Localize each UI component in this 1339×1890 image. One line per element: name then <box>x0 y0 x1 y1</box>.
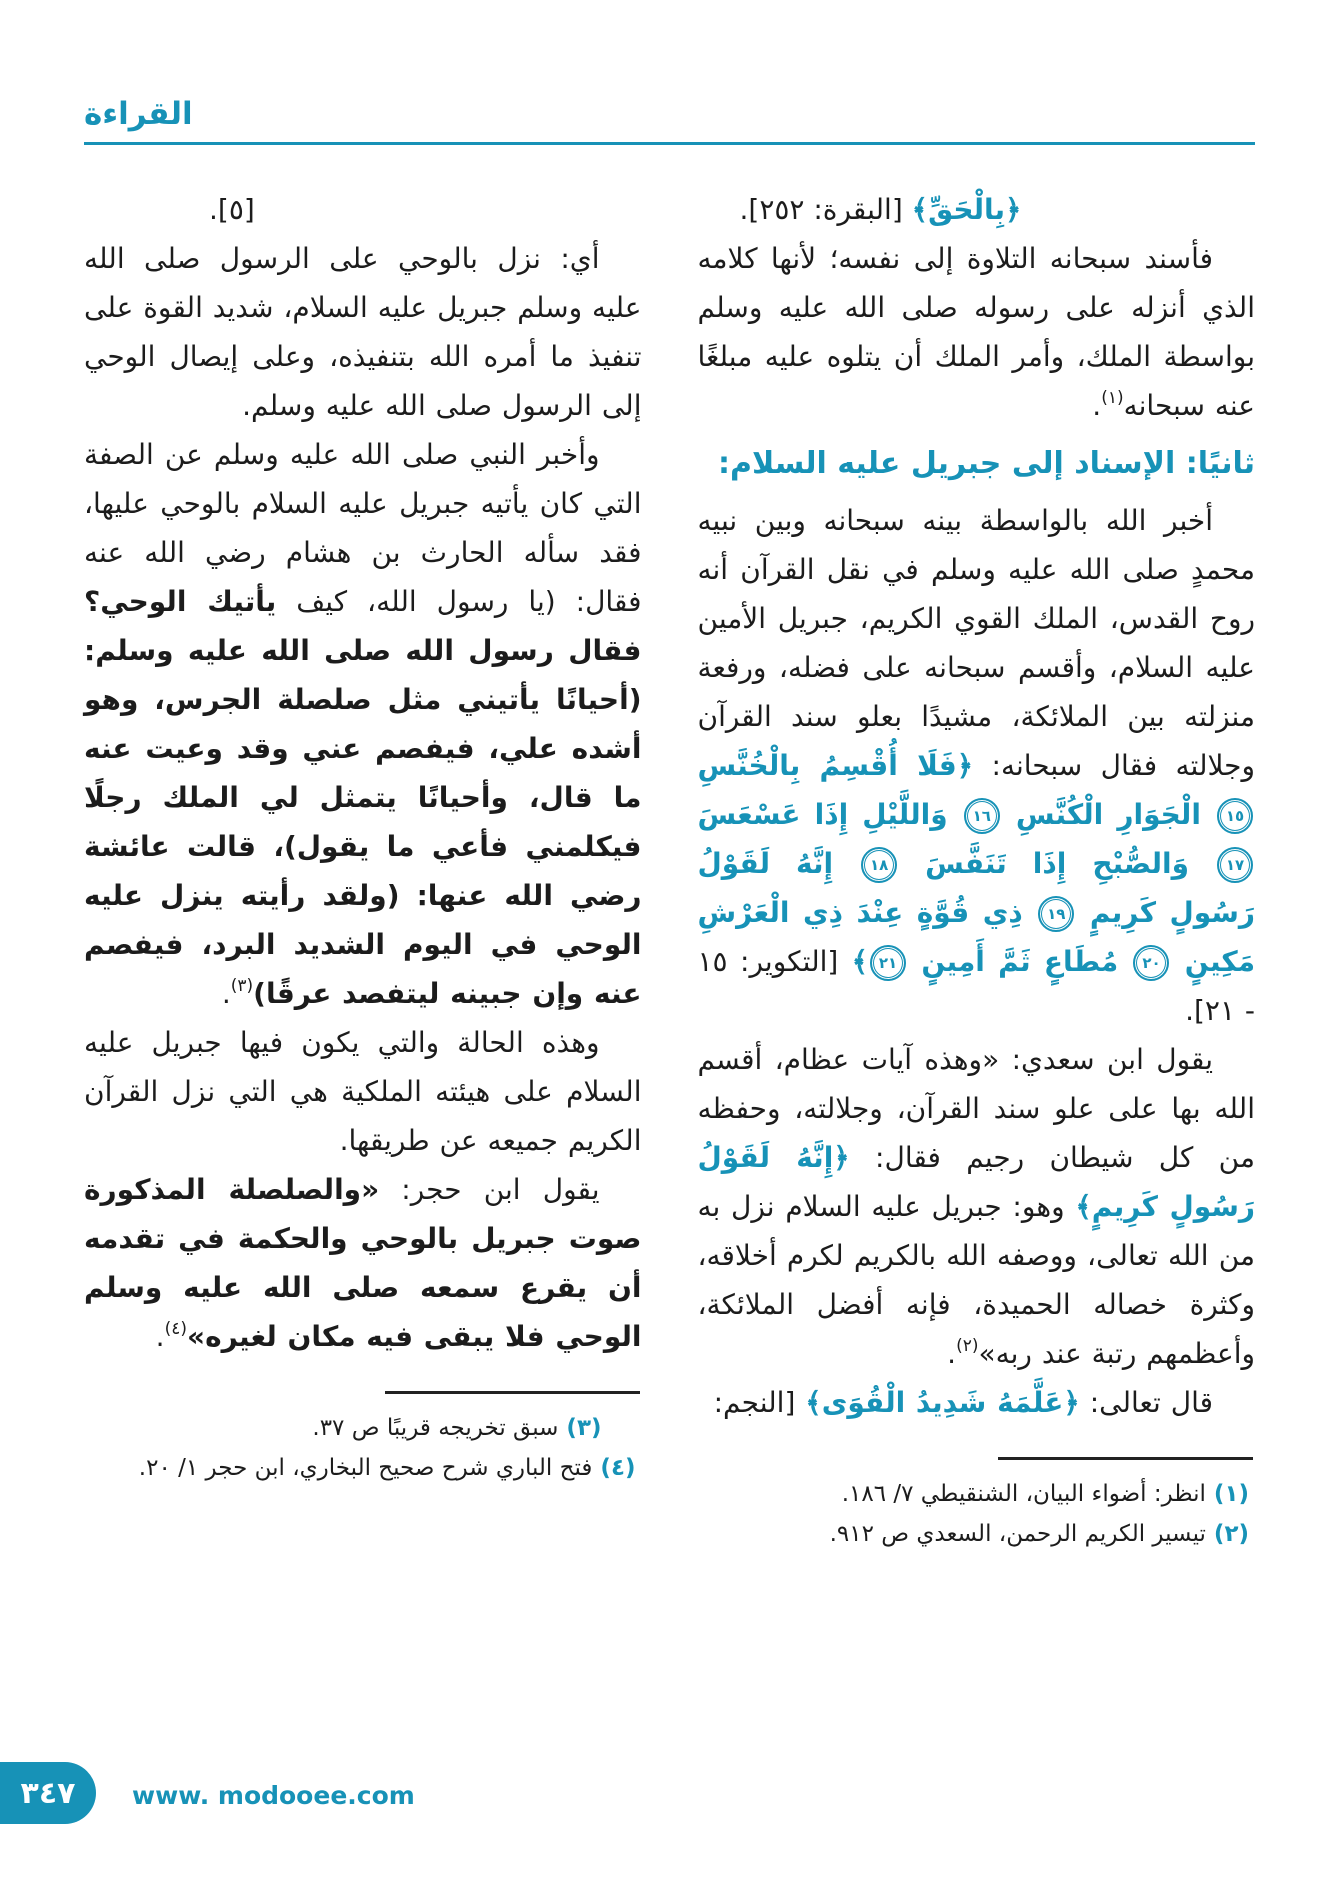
verse-reference: [النجم: <box>713 1386 796 1419</box>
period: . <box>1092 389 1102 422</box>
paragraph-text: أي: نزل بالوحي على الرسول صلى الله عليه وسلم جبريل عليه السلام، شديد القوة على تنفيذ ما أمره الله بتنفيذه، وعلى إيصال الوحي إلى الرسول صلى الله عليه وسلم. <box>84 242 642 422</box>
footnotes-block <box>698 1457 1256 1554</box>
paragraph <box>84 234 642 430</box>
footnotes-block <box>84 1391 642 1488</box>
verse-reference: [٥]. <box>209 193 255 226</box>
paragraph <box>698 496 1256 1035</box>
paragraph <box>698 1378 1256 1427</box>
verse-text: إِنَّهُ لَقَوْلُ رَسُولٍ كَرِيمٍ <box>697 847 1256 929</box>
text-columns <box>0 185 1339 1554</box>
publisher-website: www. modooee.com <box>132 1781 415 1810</box>
paragraph <box>698 1035 1256 1378</box>
page-number: ٣٤٧ <box>20 1775 76 1811</box>
footnote-reference: (٢) <box>956 1335 979 1356</box>
footnote <box>84 1408 642 1448</box>
verse-citation-line <box>84 185 642 234</box>
ayah-number-medallion: ١٩ <box>1038 896 1074 932</box>
footnote-text: انظر: أضواء البيان، الشنقيطي ٧/ ١٨٦. <box>841 1481 1206 1507</box>
verse-text: وَالصُّبْحِ إِذَا تَنَفَّسَ <box>925 847 1190 880</box>
ayah-number-medallion: ٢١ <box>870 945 906 981</box>
verse-text: الْجَوَارِ الْكُنَّسِ <box>1015 798 1201 831</box>
page-header <box>0 0 1339 145</box>
footnote-number: (٣) <box>566 1415 602 1441</box>
verse-citation-line <box>698 185 1256 234</box>
left-column <box>84 185 642 1488</box>
verse-text: مُطَاعٍ ثَمَّ أَمِينٍ <box>921 945 1119 978</box>
ayah-number-medallion: ١٧ <box>1217 847 1253 883</box>
paragraph <box>698 234 1256 430</box>
footnote <box>84 1448 642 1488</box>
footnote-number: (٤) <box>600 1455 636 1481</box>
footnote <box>698 1474 1256 1514</box>
paragraph-text: يقول ابن سعدي: «وهذه آيات عظام، أقسم الله بها على علو سند القرآن، وجلالته، وحفظه من كل شيطان رجيم فقال: <box>697 1043 1255 1174</box>
paragraph <box>84 1165 642 1361</box>
ayah-number-medallion: ١٨ <box>861 847 897 883</box>
paragraph-text: وهذه الحالة والتي يكون فيها جبريل عليه السلام على هيئته الملكية هي التي نزل القرآن الكريم جميعه عن طريقها. <box>84 1026 642 1157</box>
quran-quote: ﴿إِنَّهُ لَقَوْلُ رَسُولٍ كَرِيمٍ﴾ <box>697 1141 1255 1223</box>
footnote-reference: (١) <box>1101 387 1124 408</box>
period: . <box>947 1337 957 1370</box>
paragraph-text: وأخبر النبي صلى الله عليه وسلم عن الصفة التي كان يأتيه جبريل عليه السلام بالوحي عليها، فقد سأله الحارث بن هشام رضي الله عنه فقال: (يا رسول الله، كيف <box>84 438 642 618</box>
section-heading: ثانيًا: الإسناد إلى جبريل عليه السلام: <box>717 446 1255 481</box>
period: . <box>155 1320 165 1353</box>
ayah-number-medallion: ١٦ <box>964 798 1000 834</box>
verse-text: فَلَا أُقْسِمُ بِالْخُنَّسِ <box>697 749 957 782</box>
footnote-number: (١) <box>1213 1481 1249 1507</box>
ornate-close-bracket: ﴾ <box>851 945 869 978</box>
paragraph-text: يقول ابن حجر: <box>401 1173 600 1206</box>
quran-verse <box>698 749 1256 978</box>
scholar-quote: «والصلصلة المذكورة صوت جبريل بالوحي والحكمة في تقدمه أن يقرع سمعه صلى الله عليه وسلم الوحي فلا يبقى فيه مكان لغيره» <box>84 1173 642 1353</box>
ayah-number-medallion: ١٥ <box>1217 798 1253 834</box>
header-divider-line <box>84 142 1255 145</box>
footnote-separator <box>385 1391 640 1394</box>
footnote-reference: (٣) <box>230 975 254 996</box>
footnote-separator <box>998 1457 1253 1460</box>
paragraph-text: قال تعالى: <box>1089 1386 1213 1419</box>
page-number-tab <box>0 1762 96 1824</box>
footnote-number: (٢) <box>1213 1521 1249 1547</box>
verse-reference: [التكوير: ١٥ - ٢١]. <box>697 945 1255 1027</box>
ayah-number-medallion: ٢٠ <box>1133 945 1169 981</box>
paragraph-text: وهو: جبريل عليه السلام نزل به من الله تعالى، ووصفه الله بالكريم لكرم أخلاقه، وكثرة خصاله الحميدة، فإنه أفضل الملائكة، وأعظمهم رتبة عند ربه» <box>697 1190 1255 1370</box>
verse-text: وَاللَّيْلِ إِذَا عَسْعَسَ <box>697 798 948 831</box>
footnote-text: سبق تخريجه قريبًا ص ٣٧. <box>312 1415 559 1441</box>
verse-text: ذِي قُوَّةٍ عِنْدَ ذِي الْعَرْشِ مَكِينٍ <box>697 896 1256 978</box>
period: . <box>221 977 231 1010</box>
paragraph <box>84 430 642 1018</box>
footnote-text: فتح الباري شرح صحيح البخاري، ابن حجر ١/ ٢٠. <box>138 1455 593 1481</box>
hadith-quote: يأتيك الوحي؟ فقال رسول الله صلى الله عليه وسلم: (أحيانًا يأتيني مثل صلصلة الجرس، وهو أشده علي، فيفصم عني وقد وعيت عنه ما قال، وأحيانًا يتمثل لي الملك رجلًا فيكلمني فأعي ما يقول)، قالت عائشة رضي الله عنها: (ولقد رأيته ينزل عليه الوحي في اليوم الشديد البرد، فيفصم عنه وإن جبينه ليتفصد عرقًا) <box>84 585 642 1010</box>
ornate-open-bracket: ﴿ <box>956 749 974 782</box>
paragraph <box>84 1018 642 1165</box>
footnote <box>698 1514 1256 1554</box>
verse-reference: [البقرة: ٢٥٢]. <box>739 193 903 226</box>
running-head-title: القراءة <box>84 96 193 132</box>
quran-word: ﴿بِالْحَقِّ﴾ <box>911 193 1022 226</box>
quran-quote: ﴿عَلَّمَهُ شَدِيدُ الْقُوَى﴾ <box>805 1386 1080 1419</box>
right-column <box>698 185 1256 1554</box>
footnote-text: تيسير الكريم الرحمن، السعدي ص ٩١٢. <box>829 1521 1206 1547</box>
footnote-reference: (٤) <box>164 1318 187 1339</box>
paragraph-text: فأسند سبحانه التلاوة إلى نفسه؛ لأنها كلامه الذي أنزله على رسوله صلى الله عليه وسلم بواسطة الملك، وأمر الملك أن يتلوه عليه مبلغًا عنه سبحانه <box>697 242 1255 422</box>
paragraph-text: أخبر الله بالواسطة بينه سبحانه وبين نبيه محمدٍ صلى الله عليه وسلم في نقل القرآن أنه روح القدس، الملك القوي الكريم، جبريل الأمين عليه السلام، وأقسم سبحانه على فضله، ورفعة منزلته بين الملائكة، مشيدًا بعلو سند القرآن وجلالته فقال سبحانه: <box>697 504 1256 782</box>
